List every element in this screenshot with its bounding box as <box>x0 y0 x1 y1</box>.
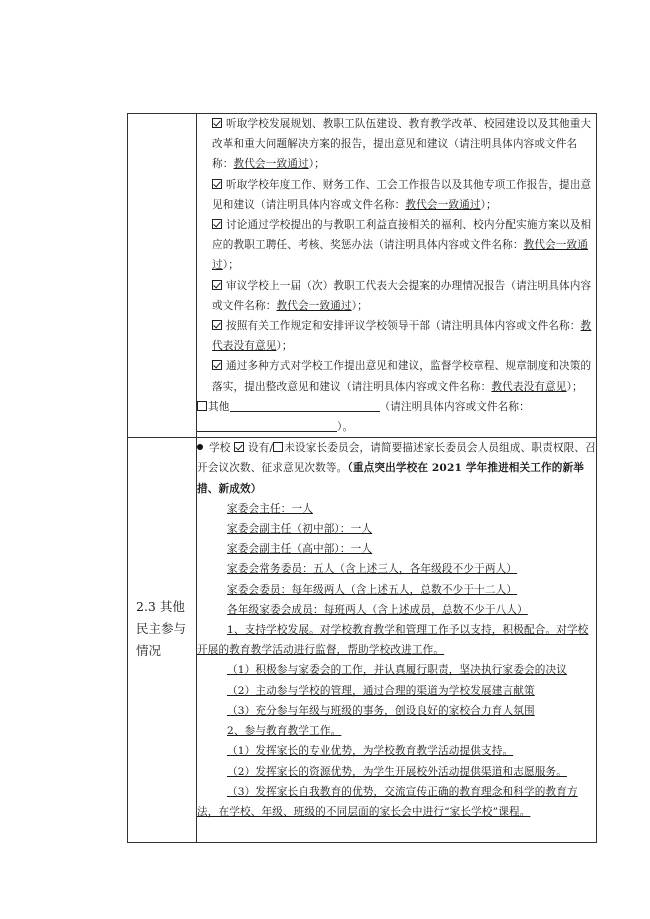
item-plan-report: 听取学校发展规划、教职工队伍建设、教育教学改革、校园建设以及其他重大改革和重大问题解决方案的报告，提出意见和建议（请注明具体内容或文件名称：教代会一致通过）； <box>212 118 592 171</box>
duty2-item: （2）发挥家长的资源优势，为学生开展校外活动提供渠道和志愿服务。 <box>227 765 567 778</box>
checkbox-checked-icon[interactable] <box>212 280 222 290</box>
democratic-items-cell <box>197 114 597 438</box>
duty2-title: 2、参与教育教学工作。 <box>227 725 342 738</box>
item-proposal-review: 审议学校上一届（次）教职工代表大会提案的办理情况报告（请注明具体内容或文件名称：教代会一致通过）； <box>212 279 592 312</box>
item-other: 其他 （请注明具体内容或文件名称：）。 <box>197 397 596 437</box>
item-leader-evaluation: 按照有关工作规定和安排评议学校领导干部（请注明具体内容或文件名称：教代表没有意见）； <box>212 320 592 353</box>
duty1-item: （2）主动参与学校的管理，通过合理的渠道为学校发展建言献策 <box>227 684 535 697</box>
participation-table <box>127 113 597 843</box>
item-supervision: 通过多种方式对学校工作提出意见和建议，监督学校章程、规章制度和决策的落实，提出整改意见和建议（请注明具体内容或文件名称：教代表没有意见）； <box>212 360 592 393</box>
duty1-item: （1）积极参与家委会的工作，并认真履行职责，坚决执行家委会的决议 <box>227 664 567 677</box>
section-label-cell <box>128 438 197 843</box>
committee-cell <box>197 438 597 843</box>
committee-intro: 学校 设有/ 未设家长委员会，请简要描述家长委员会人员组成、职责权限、召开会议次数、征求意见次数等。（重点突出学校在 2021 学年推进相关工作的新举措、新成效） <box>197 442 596 495</box>
item-annual-report: 听取学校年度工作、财务工作、工会工作报告以及其他专项工作报告，提出意见和建议（请注明具体内容或文件名称：教代会一致通过）； <box>212 178 592 211</box>
checkbox-checked-icon[interactable] <box>212 118 222 128</box>
checkbox-checked-icon[interactable] <box>234 442 244 452</box>
checkbox-checked-icon[interactable] <box>212 320 222 330</box>
checkbox-empty-icon[interactable] <box>197 401 207 411</box>
section-label: 2.3 其他民主参与情况 <box>136 599 187 659</box>
empty-label-cell <box>128 114 197 438</box>
checkbox-checked-icon[interactable] <box>212 219 222 229</box>
member-chair: 家委会主任：一人 <box>227 502 313 515</box>
member-committee: 家委会委员：每年级两人（含上述五人，总数不少于十二人） <box>227 583 518 596</box>
checkbox-checked-icon[interactable] <box>212 179 222 189</box>
emphasis-note: （重点突出学校在 2021 学年推进相关工作的新举措、新成效） <box>197 462 585 495</box>
duty2-item: （1）发挥家长的专业优势，为学校教育教学活动提供支持。 <box>227 745 514 758</box>
member-grade: 各年级家委会成员：每班两人（含上述成员，总数不少于八人） <box>227 603 528 616</box>
duty1-title: 1、支持学校发展。对学校教育教学和管理工作予以支持，积极配合。对学校开展的教育教学活动进行监督，帮助学校改进工作。 <box>197 624 589 657</box>
member-vice-junior: 家委会副主任（初中部）：一人 <box>227 523 373 536</box>
duty2-item: （3）发挥家长自我教育的优势，交流宣传正确的教育理念和科学的教育方法，在学校、年级、班级的不同层面的家长会中进行“家长学校”课程。 <box>197 785 578 818</box>
item-welfare-plan: 讨论通过学校提出的与教职工利益直接相关的福利、校内分配实施方案以及相应的教职工聘任、考核、奖惩办法（请注明具体内容或文件名称：教代会一致通过）； <box>212 219 592 272</box>
bullet-icon <box>197 444 203 450</box>
duty1-item: （3）充分参与年级与班级的事务，创设良好的家校合力育人氛围 <box>227 704 535 717</box>
member-vice-senior: 家委会副主任（高中部）：一人 <box>227 543 373 556</box>
other-blank-field[interactable] <box>230 400 380 412</box>
checkbox-checked-icon[interactable] <box>212 360 222 370</box>
democratic-management-row <box>128 114 597 438</box>
member-standing: 家委会常务委员：五人（含上述三人，各年级段不少于两人） <box>227 563 518 576</box>
other-file-blank-field[interactable] <box>197 420 337 432</box>
other-participation-row <box>128 438 597 843</box>
checkbox-empty-icon[interactable] <box>273 442 283 452</box>
